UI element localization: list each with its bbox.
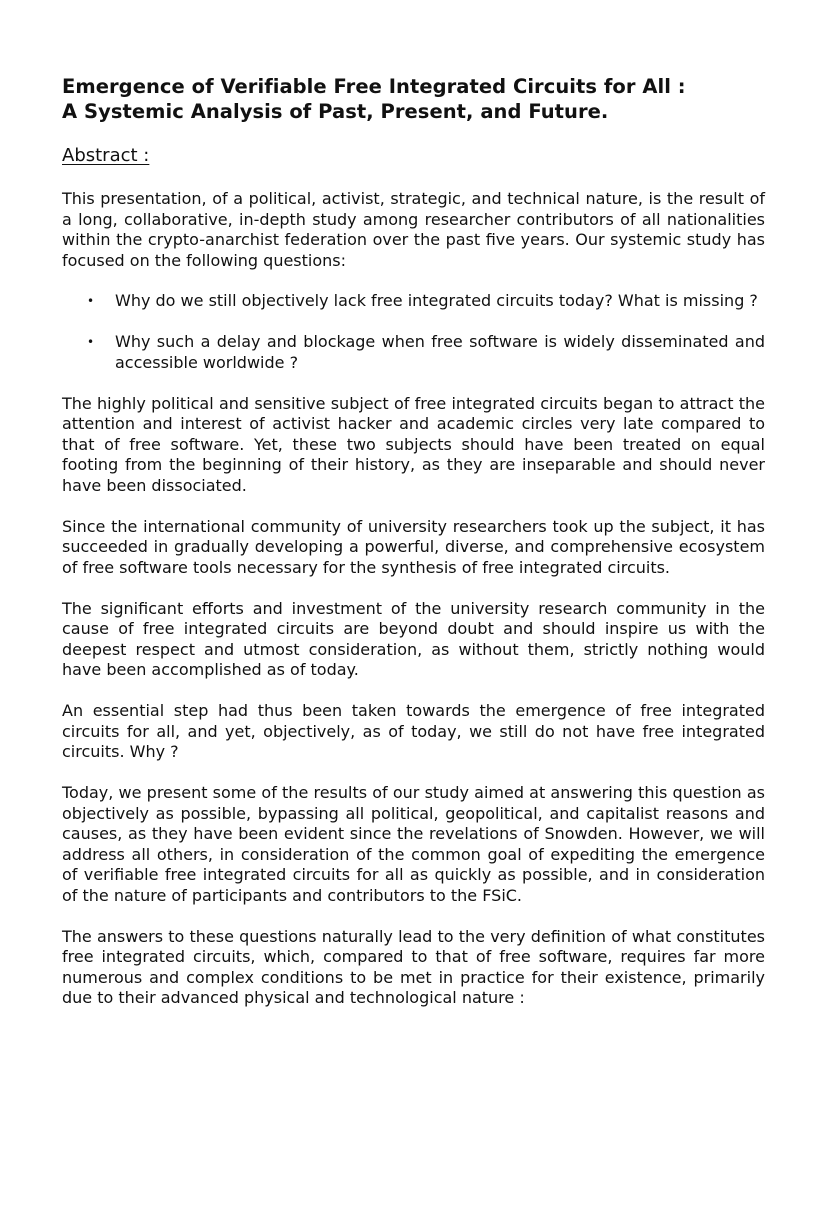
abstract-heading: Abstract : bbox=[62, 145, 150, 166]
list-item-text: Why such a delay and blockage when free software is widely disseminated and accessible worldwide ? bbox=[115, 332, 765, 372]
bullet-icon: • bbox=[87, 335, 95, 349]
intro-paragraph: This presentation, of a political, activist, strategic, and technical nature, is the result of a long, collaborative, in-depth study among researcher contributors of all nationalities within the crypto-anarchist federation over the past five years. Our systemic study has focused on the following questions: bbox=[62, 189, 765, 270]
body-paragraph: An essential step had thus been taken towards the emergence of free integrated circuits for all, and yet, objectively, as of today, we still do not have free integrated circuits. Why ? bbox=[62, 701, 765, 761]
list-item-text: Why do we still objectively lack free integrated circuits today? What is missing ? bbox=[115, 291, 758, 310]
document-title bbox=[62, 74, 765, 124]
bullet-icon: • bbox=[87, 294, 95, 308]
body-paragraph: Today, we present some of the results of our study aimed at answering this question as objectively as possible, bypassing all political, geopolitical, and capitalist reasons and causes, as they have been evident since the revelations of Snowden. However, we will address all others, in consideration of the common goal of expediting the emergence of verifiable free integrated circuits for all as quickly as possible, and in consideration of the nature of participants and contributors to the FSiC. bbox=[62, 783, 765, 905]
list-item bbox=[62, 332, 765, 373]
body-paragraph: The answers to these questions naturally lead to the very definition of what constitutes free integrated circuits, which, compared to that of free software, requires far more numerous and complex conditions to be met in practice for their existence, primarily due to their advanced physical and technological nature : bbox=[62, 926, 765, 1007]
question-list bbox=[62, 291, 765, 373]
list-item bbox=[62, 291, 765, 312]
body-paragraph: Since the international community of university researchers took up the subject, it has succeeded in gradually developing a powerful, diverse, and comprehensive ecosystem of free software tools necessary for the synthesis of free integrated circuits. bbox=[62, 516, 765, 577]
body-paragraph: The significant efforts and investment of the university research community in the cause of free integrated circuits are beyond doubt and should inspire us with the deepest respect and utmost consideration, as without them, strictly nothing would have been accomplished as of today. bbox=[62, 598, 765, 679]
body-paragraph: The highly political and sensitive subject of free integrated circuits began to attract the attention and interest of activist hacker and academic circles very late compared to that of free software. Yet, these two subjects should have been treated on equal footing from the beginning of their history, as they are inseparable and should never have been dissociated. bbox=[62, 393, 765, 495]
document-page bbox=[62, 74, 765, 1009]
title-line-1: Emergence of Verifiable Free Integrated Circuits for All : bbox=[62, 75, 686, 98]
title-line-2: A Systemic Analysis of Past, Present, and Future. bbox=[62, 100, 609, 123]
